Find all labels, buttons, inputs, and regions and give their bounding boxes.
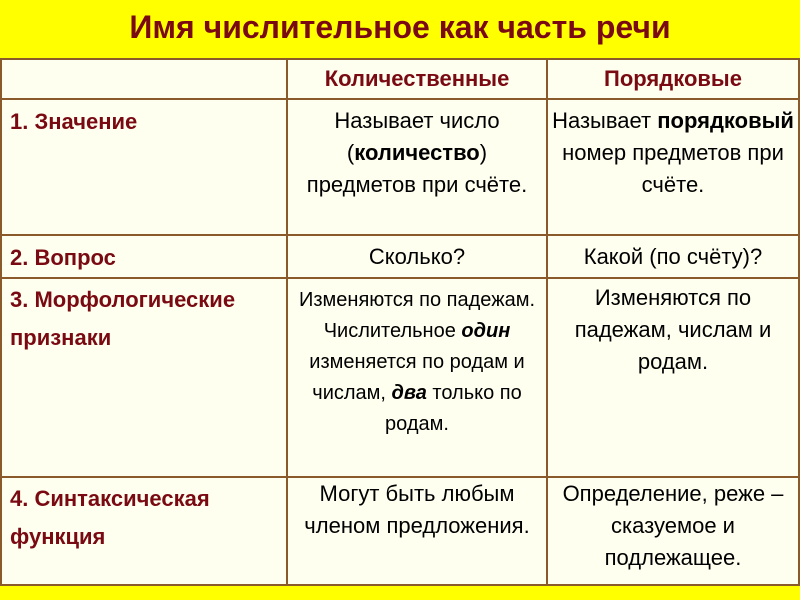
page-title: Имя числительное как часть речи xyxy=(129,9,671,45)
cell-question-ordinal: Какой (по счёту)? xyxy=(583,244,763,269)
row-label-morphology: 3. Морфологические признаки xyxy=(10,287,236,350)
table-divider xyxy=(286,58,288,586)
cell-question-quantitative: Сколько? xyxy=(368,244,466,269)
column-header-ordinal: Порядковые xyxy=(604,66,742,91)
cell-meaning-ordinal: Называет порядковый номер предметов при счёте. xyxy=(552,108,794,197)
column-header-quantitative: Количественные xyxy=(324,66,510,91)
table-divider xyxy=(0,234,800,236)
cell-syntax-ordinal: Определение, реже – сказуемое и подлежащее. xyxy=(562,481,784,570)
table-border xyxy=(0,584,800,586)
cell-morphology-quantitative: Изменяются по падежам. Числительное один изменяется по родам и числам, два только по родам. xyxy=(298,289,535,435)
row-label-syntax: 4. Синтаксическая функция xyxy=(10,486,210,549)
table-divider xyxy=(0,98,800,100)
cell-morphology-ordinal: Изменяются по падежам, числам и родам. xyxy=(574,285,772,374)
table-divider xyxy=(0,277,800,279)
row-label-question: 2. Вопрос xyxy=(10,245,116,270)
cell-meaning-quantitative: Называет число (количество) предметов при счёте. xyxy=(306,108,528,197)
comparison-table xyxy=(0,58,800,586)
cell-syntax-quantitative: Могут быть любым членом предложения. xyxy=(304,481,530,538)
row-label-meaning: 1. Значение xyxy=(10,109,138,134)
